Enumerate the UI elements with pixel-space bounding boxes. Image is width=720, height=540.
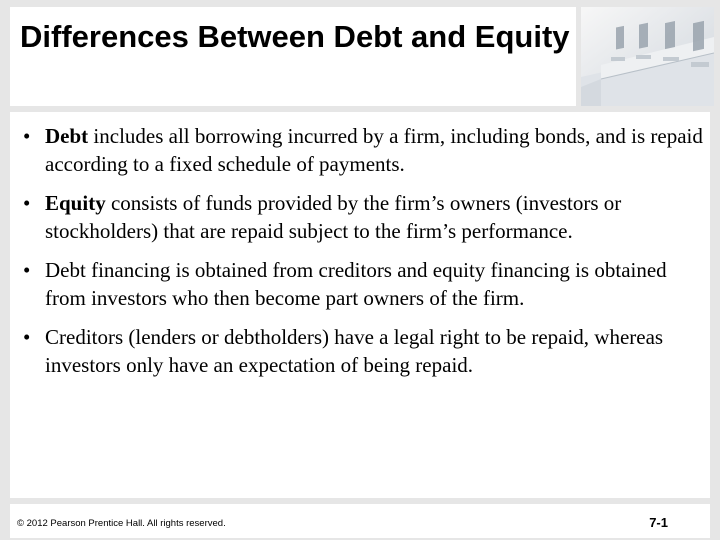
bullet-dot: • bbox=[23, 258, 31, 282]
bullet-dot: • bbox=[23, 191, 31, 215]
title-area bbox=[10, 7, 576, 106]
bullet-dot: • bbox=[23, 124, 31, 148]
content-area bbox=[10, 112, 710, 498]
bullet-text: includes all borrowing incurred by a firm, including bonds, and is repaid according to a fixed schedule of payments. bbox=[45, 124, 703, 176]
bullet-dot: • bbox=[23, 325, 31, 349]
footer bbox=[10, 504, 710, 538]
page-number: 7-1 bbox=[649, 515, 668, 530]
bullet-item-equity bbox=[23, 189, 703, 245]
term-debt: Debt bbox=[45, 124, 89, 148]
bullet-list bbox=[23, 122, 703, 390]
chairs-photo-graphic bbox=[581, 7, 714, 106]
bullet-text: Debt financing is obtained from creditors and equity financing is obtained from investors who then become part owners of the firm. bbox=[45, 258, 667, 310]
conference-room-image bbox=[581, 7, 714, 106]
bullet-item-financing-sources bbox=[23, 256, 703, 312]
bullet-item-debt bbox=[23, 122, 703, 178]
bullet-text: consists of funds provided by the firm’s owners (investors or stockholders) that are repaid subject to the firm’s performance. bbox=[45, 191, 622, 243]
bullet-text: Creditors (lenders or debtholders) have a legal right to be repaid, whereas investors only have an expectation of being repaid. bbox=[45, 325, 664, 377]
term-equity: Equity bbox=[45, 191, 106, 215]
copyright-text: © 2012 Pearson Prentice Hall. All rights reserved. bbox=[17, 518, 226, 529]
slide-title: Differences Between Debt and Equity bbox=[20, 19, 570, 54]
bullet-item-creditors bbox=[23, 323, 703, 379]
